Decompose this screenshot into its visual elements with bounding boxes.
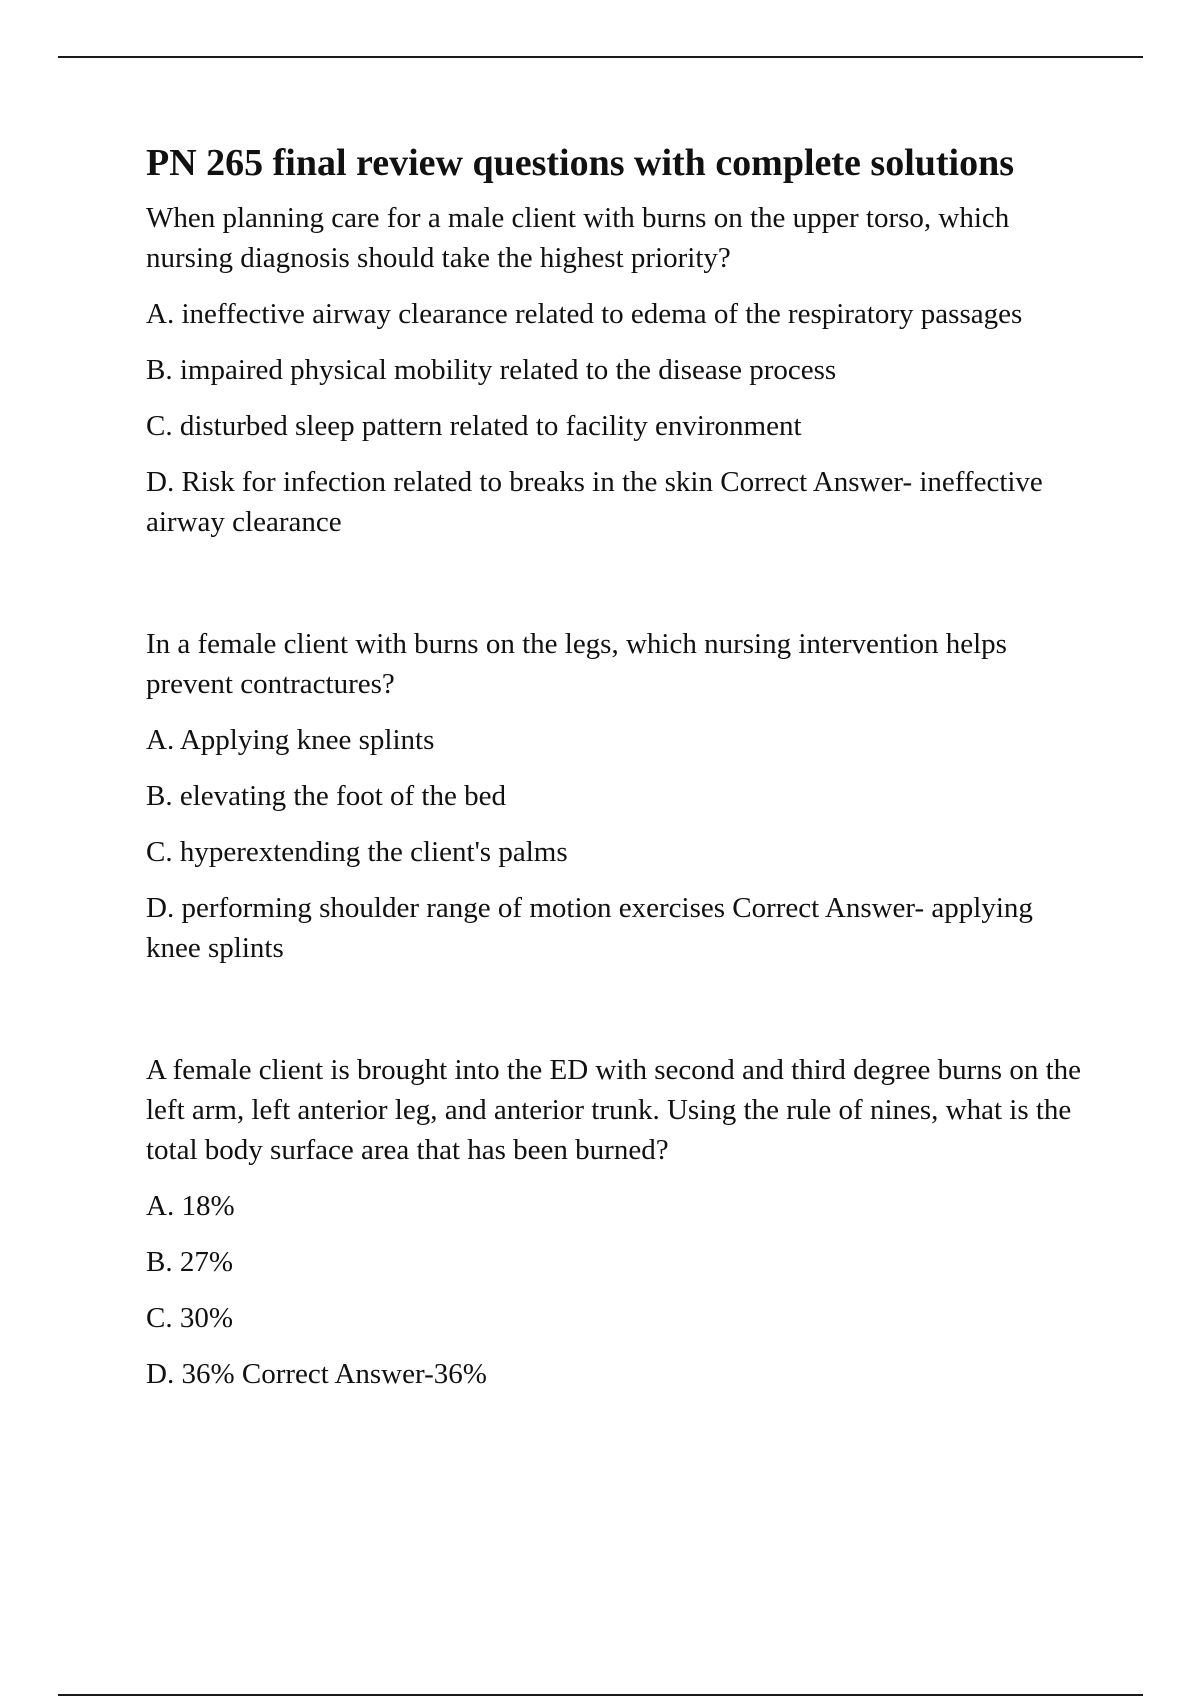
question-stem: When planning care for a male client with burns on the upper torso, which nursing diagnosis should take the highest priority?: [146, 202, 1010, 274]
option-c: C. disturbed sleep pattern related to facility environment: [146, 410, 802, 442]
option-d-with-answer: D. 36% Correct Answer-36%: [146, 1358, 487, 1390]
top-rule: [58, 56, 1143, 58]
question-3: [146, 1050, 1086, 1394]
option-d-with-answer: D. Risk for infection related to breaks in the skin Correct Answer- ineffective airway clearance: [146, 466, 1043, 538]
option-d-with-answer: D. performing shoulder range of motion exercises Correct Answer- applying knee splints: [146, 892, 1033, 964]
option-a: A. Applying knee splints: [146, 724, 435, 756]
bottom-rule: [58, 1694, 1143, 1696]
document-body: [146, 140, 1086, 1394]
question-2: [146, 624, 1086, 968]
option-c: C. 30%: [146, 1302, 233, 1334]
option-a: A. 18%: [146, 1190, 235, 1222]
option-b: B. 27%: [146, 1246, 233, 1278]
option-b: B. elevating the foot of the bed: [146, 780, 506, 812]
question-stem: In a female client with burns on the legs, which nursing intervention helps prevent contractures?: [146, 628, 1007, 700]
option-c: C. hyperextending the client's palms: [146, 836, 568, 868]
document-title: PN 265 final review questions with complete solutions: [146, 142, 1015, 184]
question-1: [146, 198, 1086, 542]
option-b: B. impaired physical mobility related to the disease process: [146, 354, 837, 386]
question-stem: A female client is brought into the ED with second and third degree burns on the left arm, left anterior leg, and anterior trunk. Using the rule of nines, what is the total body surface area that has been burned?: [146, 1054, 1082, 1166]
option-a: A. ineffective airway clearance related to edema of the respiratory passages: [146, 298, 1023, 330]
